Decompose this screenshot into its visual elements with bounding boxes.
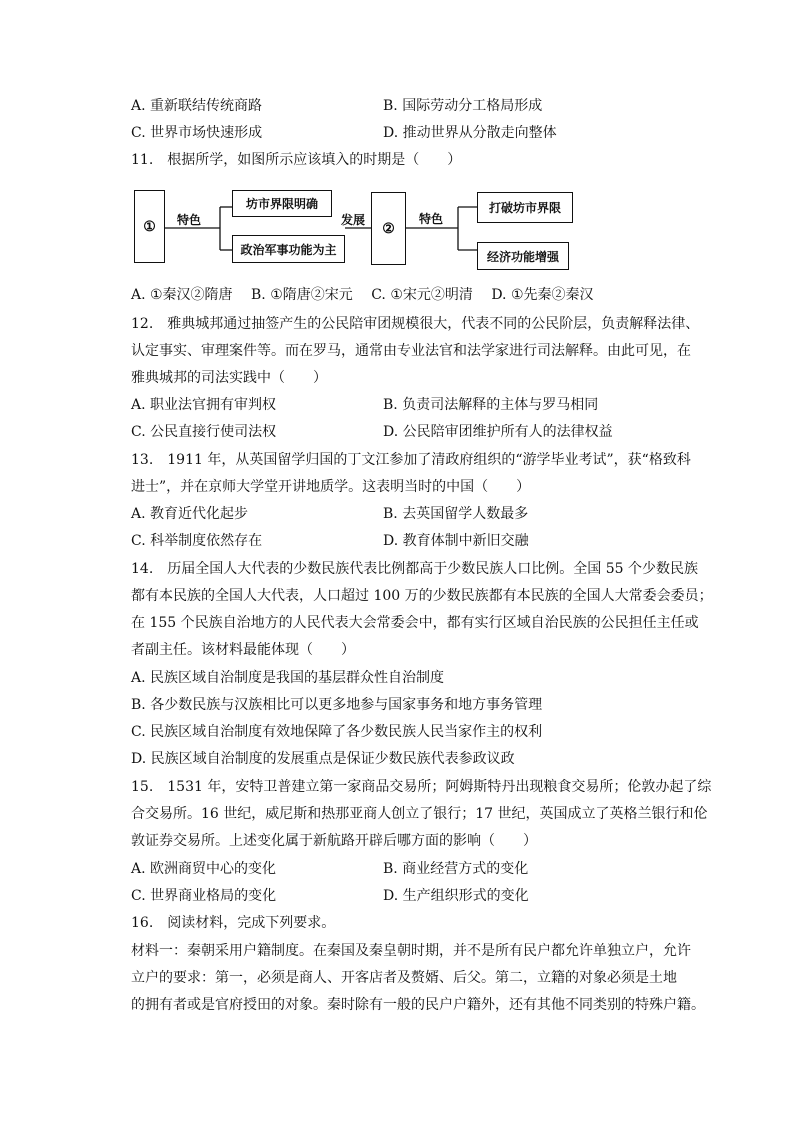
q14-stem-line-1: 14. 历届全国人大代表的少数民族代表比例都高于少数民族人口比例。全国 55 个少数民族 — [131, 561, 698, 577]
q15-option-b: B. 商业经营方式的变化 — [383, 861, 529, 877]
q15-option-a: A. 欧洲商贸中心的变化 — [131, 861, 277, 877]
q13-option-a: A. 教育近代化起步 — [131, 506, 249, 522]
q16-stem: 16. 阅读材料，完成下列要求。 — [131, 915, 336, 931]
q12-stem-line-1: 12. 雅典城邦通过抽签产生的公民陪审团规模很大，代表不同的公民阶层，负责解释法律、 — [131, 316, 700, 332]
q15-stem-line-3: 敦证券交易所。上述变化属于新航路开辟后哪方面的影响（ ） — [131, 833, 537, 849]
q15-stem-line-2: 合交易所。16 世纪，威尼斯和热那亚商人创立了银行；17 世纪，英国成立了英格兰银行和伦 — [131, 806, 708, 822]
q12-option-d: D. 公民陪审团维护所有人的法律权益 — [383, 424, 613, 440]
period-box-2: ② — [371, 192, 406, 265]
q13-option-b: B. 去英国留学人数最多 — [383, 506, 529, 522]
q14-stem-line-2: 都有本民族的全国人大代表，人口超过 100 万的少数民族都有本民族的全国人大常委会委员； — [131, 588, 713, 604]
q14-option-a: A. 民族区域自治制度是我国的基层群众性自治制度 — [131, 670, 445, 686]
q16-material-line-3: 的拥有者或是官府授田的对象。秦时除有一般的民户户籍外，还有其他不同类别的特殊户籍。 — [131, 997, 705, 1013]
trait-box-1b: 政治军事功能为主 — [232, 235, 345, 263]
q10-option-c: C. 世界市场快速形成 — [131, 125, 263, 141]
q14-option-b: B. 各少数民族与汉族相比可以更多地参与国家事务和地方事务管理 — [131, 697, 543, 713]
q12-option-b: B. 负责司法解释的主体与罗马相同 — [383, 397, 599, 413]
q10-option-a: A. 重新联结传统商路 — [131, 98, 263, 114]
q14-stem-line-3: 在 155 个民族自治地方的人民代表大会常委会中，都有实行区域自治民族的公民担任主任或 — [131, 615, 699, 631]
q13-stem-line-2: 进士”，并在京师大学堂开讲地质学。这表明当时的中国（ ） — [131, 479, 531, 495]
q16-material-line-1: 材料一：秦朝采用户籍制度。在秦国及秦皇朝时期，并不是所有民户都允许单独立户，允许 — [131, 943, 691, 959]
trait-box-2b: 经济功能增强 — [477, 242, 569, 270]
q14-stem-line-4: 者副主任。该材料最能体现（ ） — [131, 642, 355, 658]
q10-option-b: B. 国际劳动分工格局形成 — [383, 98, 543, 114]
trait-box-1a: 坊市界限明确 — [232, 190, 332, 217]
q15-option-d: D. 生产组织形式的变化 — [383, 888, 529, 904]
q15-stem-line-1: 15. 1531 年，安特卫普建立第一家商品交易所；阿姆斯特丹出现粮食交易所；伦敦办起了综 — [131, 779, 712, 795]
q11-options: A. ①秦汉②隋唐 B. ①隋唐②宋元 C. ①宋元②明清 D. ①先秦②秦汉 — [131, 287, 594, 303]
q14-option-c: C. 民族区域自治制度有效地保障了各少数民族人民当家作主的权利 — [131, 724, 543, 740]
trait-box-2a: 打破坊市界限 — [477, 192, 573, 223]
q13-option-c: C. 科举制度依然存在 — [131, 533, 263, 549]
q14-option-d: D. 民族区域自治制度的发展重点是保证少数民族代表参政议政 — [131, 751, 515, 767]
q12-stem-line-2: 认定事实、审理案件等。而在罗马，通常由专业法官和法学家进行司法解释。由此可见，在 — [131, 343, 691, 359]
q16-material-line-2: 立户的要求：第一，必须是商人、开客店者及赘婿、后父。第二，立籍的对象必须是土地 — [131, 970, 677, 986]
q11-stem: 11. 根据所学，如图所示应该填入的时期是（ ） — [131, 152, 462, 168]
feature-label-1: 特色 — [177, 213, 202, 227]
q10-option-d: D. 推动世界从分散走向整体 — [383, 125, 557, 141]
feature-label-2: 特色 — [419, 212, 444, 226]
q12-stem-line-3: 雅典城邦的司法实践中（ ） — [131, 370, 327, 386]
q13-stem-line-1: 13. 1911 年，从英国留学归国的丁文江参加了清政府组织的“游学毕业考试”，获“格致科 — [131, 452, 691, 468]
q15-option-c: C. 世界商业格局的变化 — [131, 888, 277, 904]
q13-option-d: D. 教育体制中新旧交融 — [383, 533, 529, 549]
develop-label: 发展 — [341, 213, 366, 227]
period-box-1: ① — [134, 190, 165, 263]
q12-option-c: C. 公民直接行使司法权 — [131, 424, 277, 440]
q12-option-a: A. 职业法官拥有审判权 — [131, 397, 277, 413]
